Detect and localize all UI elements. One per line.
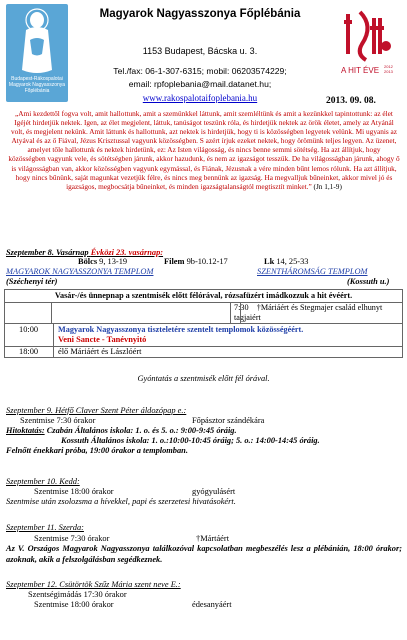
confession-note: Gyóntatás a szentmisék előtt fél órával.: [137, 374, 270, 383]
church-right-title: SZENTHÁROMSÁG TEMPLOM: [257, 267, 368, 276]
rosary-notice: Vasár-/és ünnepnap a szentmisék előtt félórával, rózsafüzért imádkozzuk a hit évéért.: [5, 290, 403, 303]
veni-sancte: Veni Sancte - Tanévnyitó: [58, 335, 147, 344]
row-6pm-intention: élő Máriáért és Lászlóért: [58, 347, 142, 356]
row-saturday-mass: 7:30 †Máriáért és Stegmajer család elhunyt tagjaiért: [231, 303, 403, 324]
reading-3: Lk 14, 25-33: [264, 257, 309, 266]
day-heading-tuesday: Szeptember 10. Kedd:: [6, 477, 80, 486]
thursday-mass-time: Szentmise 18:00 órakor: [34, 600, 114, 609]
monday-catechesis-1: Hitoktatás: Czabán Általános iskola: 1. o. és 5. o.: 9:00-9:45 óráig.: [6, 426, 237, 435]
bulletin-date: 2013. 09. 08.: [326, 96, 376, 106]
church-left-title: MAGYAROK NAGYASSZONYA TEMPLOM: [6, 267, 154, 276]
monday-choir: Felnőtt énekkari próba, 19:00 órakor a templomban.: [6, 446, 188, 455]
parish-address: 1153 Budapest, Bácska u. 3.: [142, 46, 258, 56]
parish-phones: Tel./fax: 06-1-307-6315; mobil: 06203574229;: [113, 66, 287, 76]
tuesday-mass-intention: gyógyulásért: [192, 487, 236, 496]
table-row: [5, 303, 403, 324]
wednesday-meeting: Az V. Országos Magyarok Nagyasszonya találkozóval kapcsolatban megbeszélés lesz a plébánián, 18:00 órakor; azoknak, akik a felszolgálásban segédkeznek.: [6, 544, 402, 564]
tuesday-mass-time: Szentmise 18:00 órakor: [34, 487, 114, 496]
monday-mass-intention: Főpásztor szándékára: [192, 416, 265, 425]
sunday-schedule-table: [4, 289, 403, 324]
parish-name: Magyarok Nagyasszonya Főplébánia: [99, 8, 301, 20]
reading-1: Bölcs 9, 13-19: [78, 257, 128, 266]
logo-left: [6, 4, 68, 102]
day-heading-wednesday: Szeptember 11. Szerda:: [6, 523, 84, 532]
logo-left-text: Budapest-Rákospalotai Magyarok Nagyasszonya Főplébánia: [8, 76, 66, 94]
sunday-heading-feast: Évközi 23. vasárnap:: [90, 248, 164, 257]
sunday-heading-date: Szeptember 8. Vasárnap: [6, 248, 89, 257]
scripture-quote: [8, 109, 400, 191]
thursday-adoration: Szentségimádás 17:30 órakor: [28, 590, 127, 599]
church-left-sub: (Széchenyi tér): [6, 277, 58, 286]
church-right-sub: (Kossuth u.): [347, 277, 390, 286]
logo-right: [334, 4, 398, 84]
reading-2: Filem 9b-10.12-17: [164, 257, 228, 266]
day-heading-monday: Szeptember 9. Hétfő Claver Szent Péter áldozópap e.:: [6, 406, 187, 415]
monday-mass-time: Szentmise 7:30 órakor: [20, 416, 96, 425]
row-10am-intention: Magyarok Nagyasszonya tiszteletére szentelt templomok közösségéért.: [58, 325, 304, 334]
day-heading-thursday: Szeptember 12. Csütörtök Szűz Mária szent neve E.:: [6, 580, 181, 589]
logo-right-years: 2012 2013: [384, 64, 393, 74]
scripture-citation: (Jn 1,1-9): [313, 181, 342, 191]
monday-catechesis-2: Kossuth Általános iskola: 1. o.:10:00-10:45 óráig; 5. o.: 14:00-14:45 óráig.: [61, 436, 320, 445]
parish-email: email: rpfoplebania@mail.datanet.hu;: [128, 79, 272, 89]
table-row: [5, 290, 403, 303]
scripture-quote-text: „Ami kezdettől fogva volt, amit hallottunk, amit a szemünkkel láttunk, amit szemléltünk és amit a kezünkkel tapintottunk: az élet Igéjét hirdetjük nektek. Igen, az élet megjelent, láttuk, tanúságot teszünk róla, és hirdetjük nektek az örök életet, amely az Atyánál volt, és megjelent nekünk. Amit láttunk és hallottunk, azt nektek is hirdetjük, hogy ti is közösségben legyetek velünk. Mi ugyanis az Atyával és az ő Fiával, Jézus Krisztussal vagyunk közösségben. S azért írjuk ezeket nektek, hogy örömünk teljes legyen. Az üzenet, amelyet tőle hallottunk és nektek hirdetünk, ez: Az Isten világosság, és nincs benne semmi sötétség. Ha azt állítjuk, hogy közösségben vagyunk vele, és sötétségben járunk, akkor hazudunk, és nem az igazságot tesszük. De ha világosságban járunk, ahogy ő is világosságban van, akkor közösségben vagyunk egymással, és Fiának, Jézusnak a vére minden bűnt lemos rólunk. Ha azt állítjuk, hogy nincs bűnünk, saját magunkat vezetjük félre, és nincs meg bennünk az igazság. Ha megvalljuk bűneinket, akkor mivel jó és igazságos, megbocsátja bűneinket, és minden igazságtalanságtól megtisztít minket.”: [8, 109, 400, 191]
row-10am: 10:00 Magyarok Nagyasszonya tiszteletére szentelt templomok közösségéért. Veni Sancte - Tanévnyitó: [4, 323, 403, 347]
parish-website-link[interactable]: www.rakospalotaifoplebania.hu: [142, 93, 258, 103]
wednesday-mass-intention: †Mártáért: [196, 534, 230, 543]
thursday-mass-intention: édesanyáért: [192, 600, 232, 609]
row-6pm: 18:00 élő Máriáért és Lászlóért: [4, 346, 403, 358]
tuesday-vespers: Szentmise után zsolozsma a hívekkel, papi és szerzetesi hivatásokért.: [6, 497, 236, 506]
logo-right-text: A HIT ÉVE: [340, 66, 380, 75]
wednesday-mass-time: Szentmise 7:30 órakor: [34, 534, 110, 543]
year-of-faith-emblem-icon: [334, 4, 398, 68]
